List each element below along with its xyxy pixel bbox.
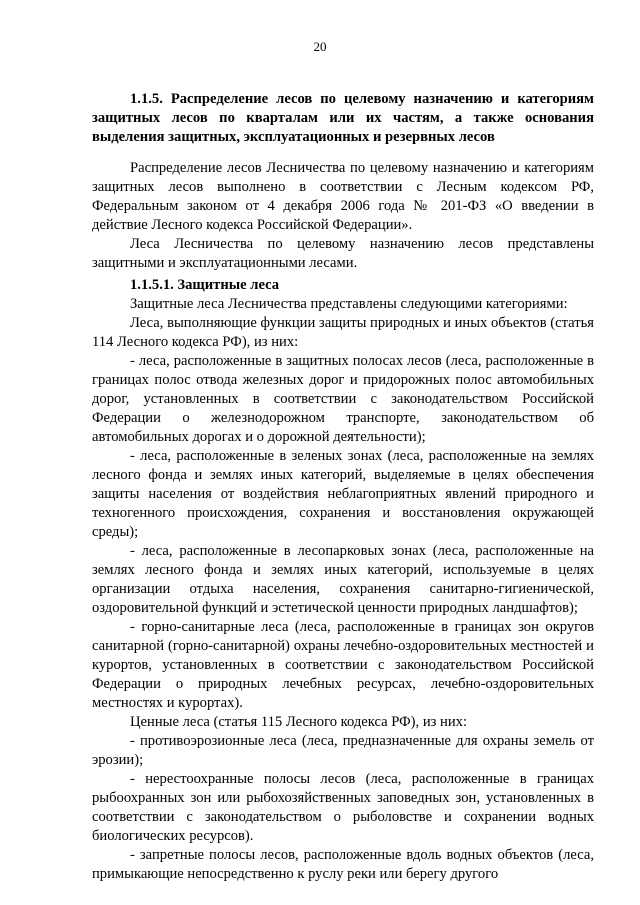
list-item: - нерестоохранные полосы лесов (леса, расположенные в границах рыбоохранных зон или рыбохозяйственных заповедных зон, установленных в соответствии с законодательством о рыболовстве и сохранении водных биологических ресурсов). <box>92 771 594 844</box>
list-item: - леса, расположенные в защитных полосах лесов (леса, расположенные в границах полос отвода железных дорог и придорожных полос автомобильных дорог, установленных в соответствии с законодательством Российской Федерации о железнодорожном транспорте, законодательством об автомобильных дорогах и о дорожной деятельности); <box>92 353 594 445</box>
list-item: - леса, расположенные в зеленых зонах (леса, расположенные на землях лесного фонда и землях иных категорий, выделяемые в целях обеспечения защиты населения от воздействия неблагоприятных явлений природного и техногенного происхождения, сохранения и восстановления окружающей среды); <box>92 448 594 540</box>
list-item: - леса, расположенные в лесопарковых зонах (леса, расположенные на землях лесного фонда и землях иных категорий, используемые в целях организации отдыха населения, сохранения санитарно-гигиенической, оздоровительной функций и эстетической ценности природных ландшафтов); <box>92 543 594 616</box>
intro-section <box>92 159 594 273</box>
list-item: - запретные полосы лесов, расположенные вдоль водных объектов (леса, примыкающие непосредственно к руслу реки или берегу другого <box>92 847 594 882</box>
section-heading-block <box>92 90 594 147</box>
page-number: 20 <box>313 39 327 54</box>
intro-paragraph-1: Распределение лесов Лесничества по целевому назначению и категориям защитных лесов выполнено в соответствии с Лесным кодексом РФ, Федеральным законом от 4 декабря 2006 года № 201-ФЗ «О введении в действие Лесного кодекса Российской Федерации». <box>92 160 594 233</box>
protective-forests-section <box>92 276 594 884</box>
section-heading: 1.1.5. Распределение лесов по целевому назначению и категориям защитных лесов по кварталам или их частям, а также основания выделения защитных, эксплуатационных и резервных лесов <box>92 91 594 145</box>
body-paragraph: Ценные леса (статья 115 Лесного кодекса РФ), из них: <box>130 714 468 730</box>
list-item: - противоэрозионные леса (леса, предназначенные для охраны земель от эрозии); <box>92 733 594 768</box>
body-paragraph: Леса, выполняющие функции защиты природных и иных объектов (статья 114 Лесного кодекса РФ), из них: <box>92 315 594 350</box>
intro-paragraph-2: Леса Лесничества по целевому назначению лесов представлены защитными и эксплуатационными лесами. <box>92 236 594 271</box>
list-item: - горно-санитарные леса (леса, расположенные в границах зон округов санитарной (горно-санитарной) охраны лечебно-оздоровительных местностей и курортов, установленных в соответствии с законодательством Российской Федерации о природных лечебных ресурсах, лечебно-оздоровительных местностях и курортах). <box>92 619 594 711</box>
body-paragraph: Защитные леса Лесничества представлены следующими категориями: <box>130 296 568 312</box>
subsection-heading: 1.1.5.1. Защитные леса <box>130 277 280 293</box>
